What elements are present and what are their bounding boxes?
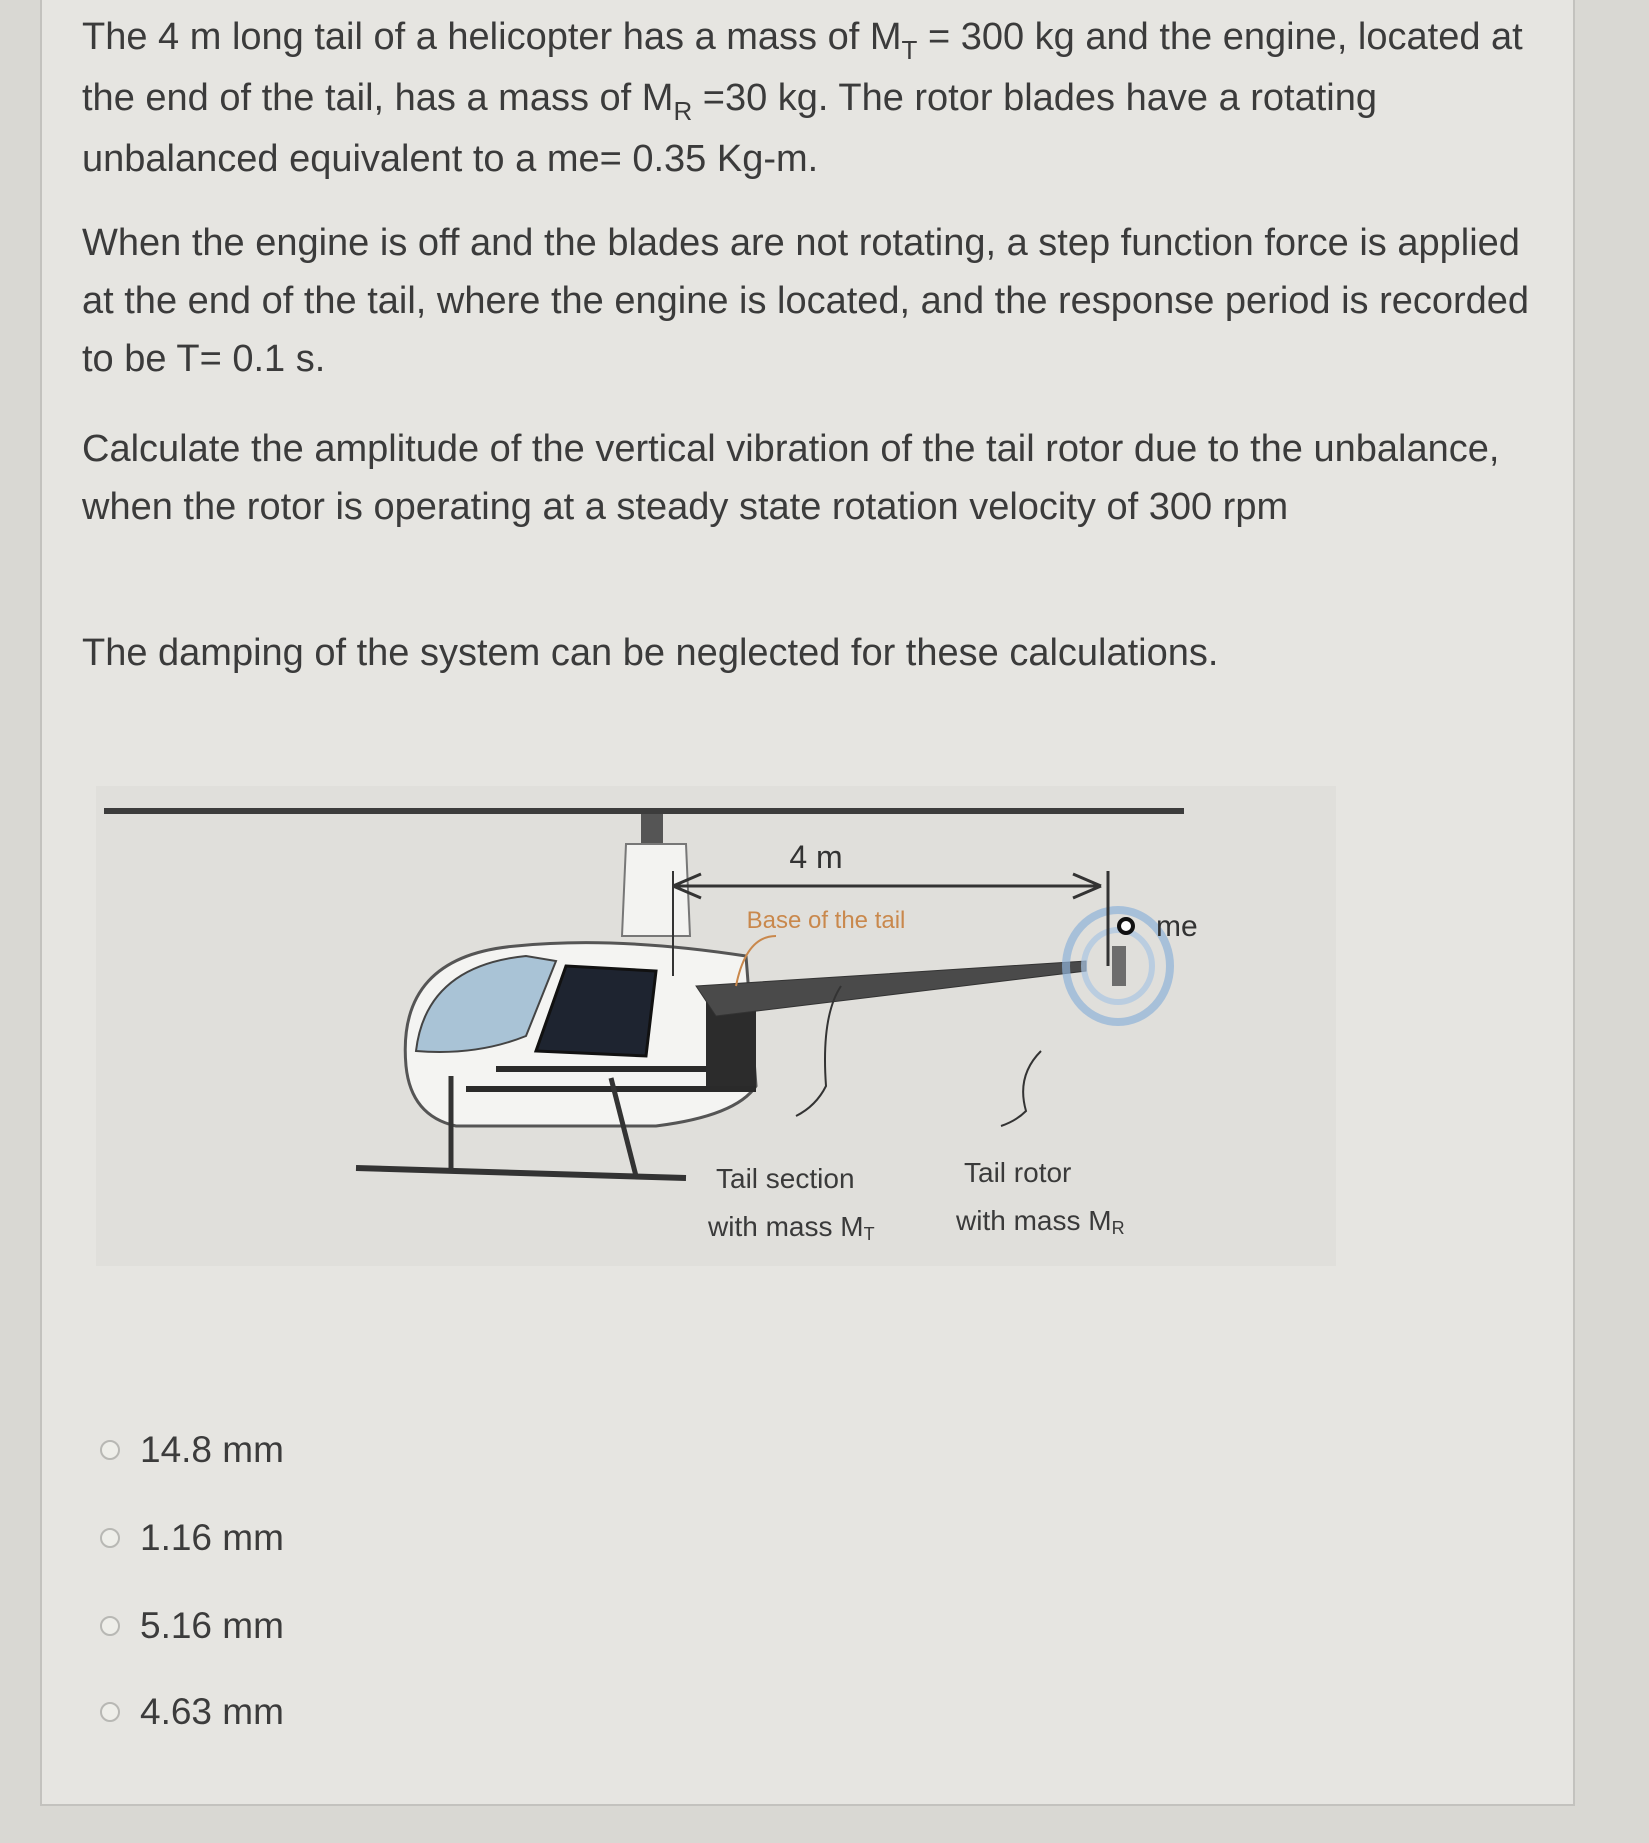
option-label: 5.16 mm (140, 1605, 284, 1646)
radio-button[interactable] (100, 1440, 120, 1460)
question-paragraph-1: The 4 m long tail of a helicopter has a mass of $M_T = 300$ kg and the engine, located at the end of the tail, has a mass of $M_R =30$ kg. The rotor blades have a rotating unbalanced equivalent to a me= 0.35 Kg-m. (82, 16, 1523, 180)
option-3[interactable] (96, 1601, 356, 1651)
question-paragraph-3: Calculate the amplitude of the vertical vibration of the tail rotor due to the unbalance, when the rotor is operating at a steady state rotation velocity of 300 rpm (82, 428, 1500, 528)
me-mass-dot (1119, 919, 1133, 933)
base-label: Base of the tail (746, 907, 906, 934)
tail-section-label-1: Tail section (716, 1163, 855, 1194)
radio-button[interactable] (100, 1702, 120, 1722)
tail-rotor-hub (1112, 946, 1126, 986)
rotor-hub (641, 814, 663, 844)
length-label: 4 m (789, 839, 843, 875)
option-4[interactable] (96, 1687, 356, 1737)
radio-button[interactable] (100, 1528, 120, 1548)
option-label: 4.63 mm (140, 1691, 284, 1732)
main-rotor-blade (104, 808, 1184, 814)
tail-rotor-label-2: with mass MR (956, 1205, 1125, 1238)
question-paragraph-2: When the engine is off and the blades are not rotating, a step function force is applied at the end of the tail, where the engine is located, and the response period is recorded to be T= 0.1 s. (82, 222, 1530, 380)
tail-rotor-label-1: Tail rotor (964, 1157, 1072, 1188)
radio-button[interactable] (100, 1616, 120, 1636)
tail-section-label-2: with mass MT (708, 1211, 875, 1244)
option-1[interactable] (96, 1425, 356, 1475)
question-paragraph-4: The damping of the system can be neglected for these calculations. (82, 632, 1219, 674)
helicopter-figure (96, 786, 1336, 1266)
me-label: me (1156, 910, 1198, 943)
option-label: 1.16 mm (140, 1517, 284, 1558)
option-label: 14.8 mm (140, 1429, 284, 1470)
helicopter-diagram (96, 786, 1336, 1266)
option-2[interactable] (96, 1513, 356, 1563)
